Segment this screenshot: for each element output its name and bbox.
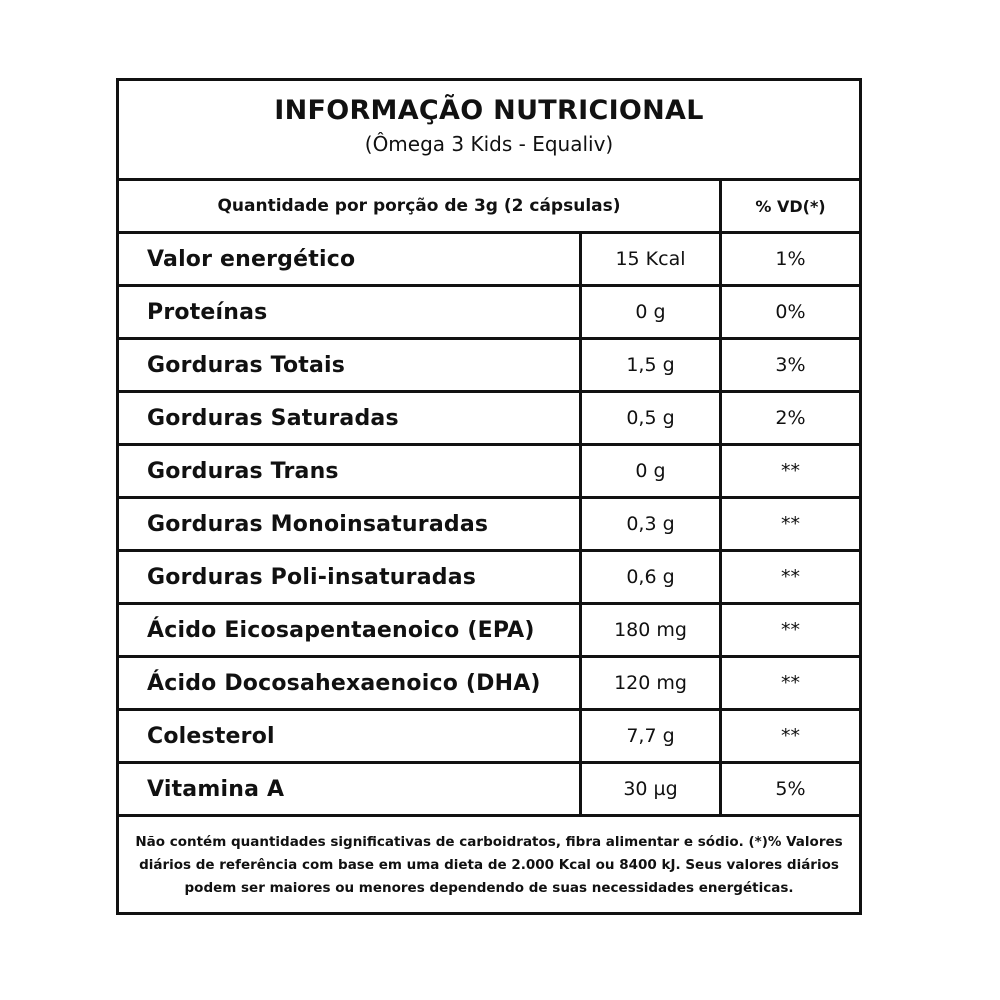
nutrient-vd: ** <box>781 672 800 694</box>
nutrient-amount: 180 mg <box>582 605 722 655</box>
nutrient-name: Gorduras Saturadas <box>119 393 582 443</box>
nutrient-amount: 15 Kcal <box>582 234 722 284</box>
table-row <box>119 605 859 658</box>
table-row <box>119 552 859 605</box>
header-row <box>119 181 859 234</box>
nutrient-name: Colesterol <box>119 711 582 761</box>
nutrient-vd: ** <box>781 513 800 535</box>
nutrient-vd: 1% <box>775 248 806 270</box>
nutrient-amount: 0 g <box>582 446 722 496</box>
nutrient-name: Valor energético <box>119 234 582 284</box>
nutrient-amount: 0 g <box>582 287 722 337</box>
nutrient-name: Gorduras Trans <box>119 446 582 496</box>
vd-header: % VD(*) <box>755 196 826 216</box>
table-row <box>119 764 859 817</box>
table-row <box>119 340 859 393</box>
nutrient-name: Gorduras Totais <box>119 340 582 390</box>
table-row <box>119 287 859 340</box>
nutrient-name: Vitamina A <box>119 764 582 814</box>
nutrient-vd: 5% <box>775 778 806 800</box>
nutrient-amount: 7,7 g <box>582 711 722 761</box>
nutrient-vd: ** <box>781 725 800 747</box>
table-row <box>119 499 859 552</box>
nutrient-amount: 1,5 g <box>582 340 722 390</box>
table-row <box>119 658 859 711</box>
nutrient-vd: ** <box>781 460 800 482</box>
nutrient-rows <box>119 234 859 817</box>
nutrient-name: Proteínas <box>119 287 582 337</box>
nutrient-amount: 30 µg <box>582 764 722 814</box>
nutrient-amount: 0,3 g <box>582 499 722 549</box>
table-row <box>119 446 859 499</box>
table-subtitle: (Ômega 3 Kids - Equaliv) <box>364 132 614 156</box>
nutrient-amount: 0,5 g <box>582 393 722 443</box>
title-block <box>119 81 859 181</box>
table-row <box>119 711 859 764</box>
nutrient-name: Gorduras Monoinsaturadas <box>119 499 582 549</box>
nutrient-name: Ácido Eicosapentaenoico (EPA) <box>119 605 582 655</box>
nutrient-vd: 2% <box>775 407 806 429</box>
nutrient-vd: ** <box>781 619 800 641</box>
nutrient-vd: ** <box>781 566 800 588</box>
nutrient-vd: 3% <box>775 354 806 376</box>
portion-header: Quantidade por porção de 3g (2 cápsulas) <box>119 181 722 231</box>
nutrient-amount: 120 mg <box>582 658 722 708</box>
footnote: Não contém quantidades significativas de carboidratos, fibra alimentar e sódio. (*)% Valores diários de referência com base em uma dieta de 2.000 Kcal ou 8400 kJ. Seus valores diários podem ser maiores ou menores dependendo de suas necessidades energéticas. <box>135 834 843 896</box>
table-title: INFORMAÇÃO NUTRICIONAL <box>274 95 704 126</box>
nutrient-amount: 0,6 g <box>582 552 722 602</box>
nutrient-name: Ácido Docosahexaenoico (DHA) <box>119 658 582 708</box>
nutrient-vd: 0% <box>775 301 806 323</box>
table-row <box>119 234 859 287</box>
nutrition-facts-table <box>116 78 862 915</box>
nutrient-name: Gorduras Poli-insaturadas <box>119 552 582 602</box>
table-row <box>119 393 859 446</box>
